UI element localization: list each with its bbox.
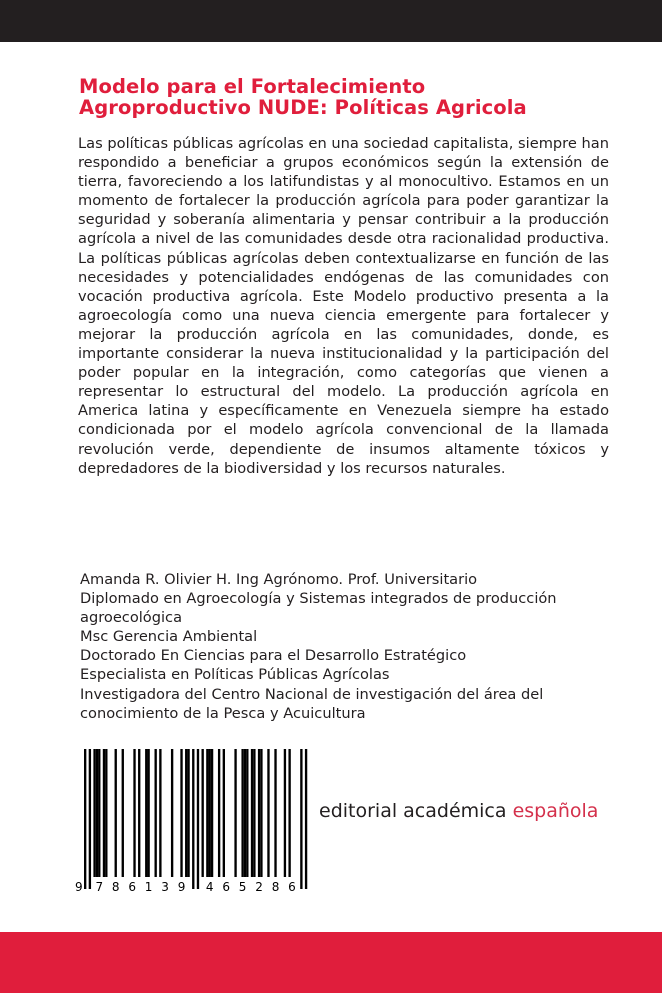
barcode-bar bbox=[187, 749, 189, 877]
publisher-logo bbox=[319, 800, 598, 822]
barcode-bar bbox=[122, 749, 124, 877]
author-bio-line: Amanda R. Olivier H. Ing Agrónomo. Prof. Universitario bbox=[80, 571, 478, 588]
barcode-bar bbox=[244, 749, 246, 877]
isbn-digit: 8 bbox=[271, 880, 280, 894]
author-bio-line: Doctorado En Ciencias para el Desarrollo Estratégico bbox=[80, 647, 467, 665]
bottom-band bbox=[0, 932, 662, 993]
synopsis-line: La políticas públicas agrícolas deben contextualizarse en función de las bbox=[78, 249, 609, 267]
barcode-bar bbox=[115, 749, 117, 877]
isbn-digit: 2 bbox=[255, 880, 263, 894]
author-bio-line: conocimiento de la Pesca y Acuicultura bbox=[80, 704, 366, 722]
barcode-bar bbox=[305, 749, 307, 889]
synopsis-line: momento de fortalecer la producción agrícola para poder garantizar la bbox=[78, 192, 609, 210]
synopsis-line: seguridad y soberanía alimentaria y pensar contribuir a la producción bbox=[78, 211, 609, 229]
barcode-bar bbox=[288, 749, 290, 877]
isbn-digit: 6 bbox=[288, 880, 296, 894]
synopsis-line: vocación productiva agrícola. Este Modelo productivo presenta a la bbox=[78, 287, 609, 305]
synopsis-line: tierra, favoreciendo a los latifundistas y al monocultivo. Estamos en un bbox=[78, 173, 609, 191]
barcode-bar bbox=[223, 749, 225, 877]
barcode-bar bbox=[209, 749, 211, 877]
barcode-bar bbox=[211, 749, 213, 877]
title-line-2: Agroproductivo NUDE: Políticas Agricola bbox=[79, 96, 527, 119]
barcode-bar bbox=[206, 749, 208, 877]
synopsis bbox=[78, 134, 609, 478]
author-bio-line: Diplomado en Agroecología y Sistemas integrados de producción bbox=[80, 590, 557, 608]
isbn-digit: 6 bbox=[128, 880, 136, 894]
barcode-bar bbox=[84, 749, 86, 889]
barcode-bar bbox=[202, 749, 204, 877]
publisher-name-accent: española bbox=[512, 800, 599, 822]
synopsis-line: mejorar la producción agrícola en las comunidades, donde, es bbox=[78, 325, 609, 343]
barcode-bar bbox=[253, 749, 255, 877]
barcode-bar bbox=[89, 749, 91, 889]
synopsis-line: depredadores de la biodiversidad y los recursos naturales. bbox=[78, 459, 506, 477]
barcode-bar bbox=[192, 749, 194, 889]
author-bio-line: Msc Gerencia Ambiental bbox=[80, 628, 258, 646]
barcode-bar bbox=[145, 749, 147, 877]
barcode-bar bbox=[197, 749, 199, 889]
barcode-bar bbox=[218, 749, 220, 877]
author-bio-line: agroecológica bbox=[80, 609, 183, 627]
barcode-bar bbox=[267, 749, 269, 877]
barcode-bar bbox=[258, 749, 260, 877]
barcode-bar bbox=[138, 749, 140, 877]
barcode-bar bbox=[105, 749, 107, 877]
barcode-bar bbox=[260, 749, 262, 877]
barcode-bar bbox=[251, 749, 253, 877]
barcode-bar bbox=[180, 749, 182, 877]
barcode-bar bbox=[93, 749, 95, 877]
synopsis-line: respondido a beneficiar a grupos económicos según la extensión de bbox=[78, 154, 609, 172]
synopsis-line: representar lo estructural del modelo. La producción agrícola en bbox=[78, 383, 609, 401]
barcode-bar bbox=[133, 749, 135, 877]
title-line-1: Modelo para el Fortalecimiento bbox=[79, 75, 426, 98]
isbn-digit: 9 bbox=[75, 880, 83, 894]
publisher-name: editorial académica bbox=[319, 800, 507, 822]
isbn-digit: 9 bbox=[177, 880, 186, 894]
synopsis-line: poder popular en la integración, como categorías que vienen a bbox=[78, 364, 609, 382]
barcode-bar bbox=[171, 749, 173, 877]
barcode-bar bbox=[155, 749, 157, 877]
isbn-digit: 7 bbox=[95, 880, 104, 894]
isbn-digit: 3 bbox=[161, 880, 169, 894]
synopsis-line: importante considerar la nueva institucionalidad y la participación del bbox=[78, 345, 609, 363]
isbn-digit: 4 bbox=[205, 880, 214, 894]
author-bio-line: Especialista en Políticas Públicas Agrícolas bbox=[80, 666, 390, 684]
barcode-bar bbox=[241, 749, 243, 877]
isbn-digit: 6 bbox=[222, 880, 230, 894]
barcode-bar bbox=[185, 749, 187, 877]
barcode-bar bbox=[147, 749, 149, 877]
synopsis-line: condicionada por el modelo agrícola convencional de la llamada bbox=[78, 421, 609, 439]
barcode-bar bbox=[103, 749, 105, 877]
barcode-bar bbox=[159, 749, 161, 877]
barcode-bar bbox=[98, 749, 100, 877]
isbn-digit: 8 bbox=[111, 880, 120, 894]
synopsis-line: America latina y específicamente en Venezuela siempre ha estado bbox=[78, 402, 609, 420]
synopsis-line: agrícola a nivel de las comunidades desde otra racionalidad productiva. bbox=[78, 230, 609, 248]
author-bio bbox=[80, 570, 620, 723]
isbn-digit: 5 bbox=[238, 880, 247, 894]
synopsis-line: agroecología como una nueva ciencia emergente para fortalecer y bbox=[78, 306, 609, 324]
synopsis-line: necesidades y potencialidades endógenas de las comunidades con bbox=[78, 268, 609, 286]
barcode-bar bbox=[234, 749, 236, 877]
barcode-bar bbox=[300, 749, 302, 889]
synopsis-line: Las políticas públicas agrícolas en una sociedad capitalista, siempre han bbox=[78, 135, 609, 152]
book-title bbox=[79, 76, 639, 118]
top-band bbox=[0, 0, 662, 42]
barcode-bar bbox=[246, 749, 248, 877]
barcode-bar bbox=[284, 749, 286, 877]
barcode-bar bbox=[274, 749, 276, 877]
isbn-barcode bbox=[75, 749, 315, 894]
author-bio-line: Investigadora del Centro Nacional de investigación del área del bbox=[80, 685, 544, 703]
synopsis-line: revolución verde, dependiente de insumos altamente tóxicos y bbox=[78, 440, 609, 458]
barcode-bar bbox=[96, 749, 98, 877]
isbn-digit: 1 bbox=[144, 880, 153, 894]
